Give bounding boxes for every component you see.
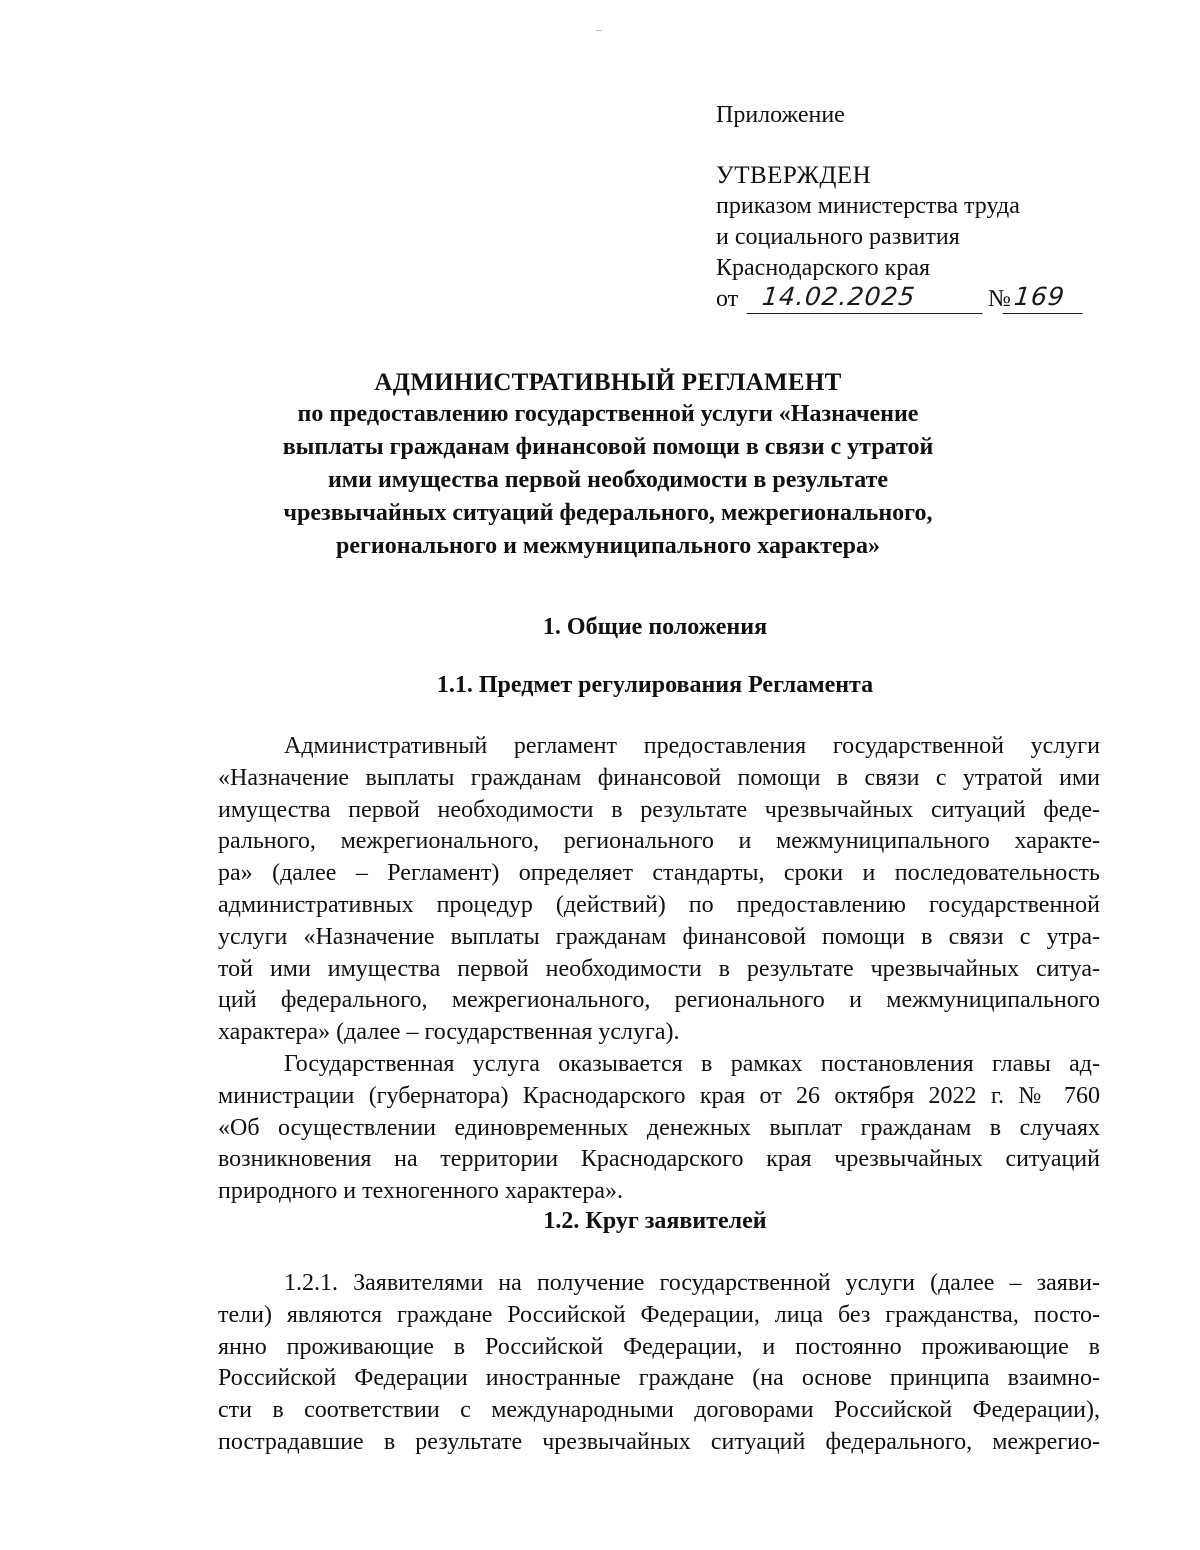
approved-title: УТВЕРЖДЕН — [716, 162, 872, 189]
text-line: тели) являются граждане Российской Федерации, лица без гражданства, посто- — [218, 1301, 1100, 1328]
text-line: имущества первой необходимости в результате чрезвычайных ситуаций феде- — [218, 796, 1100, 823]
text-line: «Об осуществлении единовременных денежных выплат гражданам в случаях — [218, 1114, 1100, 1141]
scan-mark — [596, 30, 602, 31]
text-line: возникновения на территории Краснодарского края чрезвычайных ситуаций — [218, 1146, 1100, 1173]
text-line: 1.2.1. Заявителями на получение государственной услуги (далее – заяви- — [284, 1270, 1100, 1296]
title-line: ими имущества первой необходимости в результате — [327, 467, 889, 493]
order-number-handwritten: 169 — [1002, 284, 1085, 314]
approval-line: Краснодарского края — [716, 255, 931, 281]
appendix-label: Приложение — [716, 102, 845, 128]
document-title — [200, 368, 1016, 563]
text-line: «Назначение выплаты гражданам финансовой помощи в связи с утратой ими — [218, 764, 1100, 791]
subsection-heading: 1.2. Круг заявителей — [543, 1208, 767, 1234]
text-line: Административный регламент предоставления государственной услуги — [284, 733, 1100, 759]
paragraph-legal-basis — [218, 1049, 1100, 1208]
title-main: АДМИНИСТРАТИВНЫЙ РЕГЛАМЕНТ — [374, 369, 842, 396]
paragraph-applicants — [218, 1268, 1100, 1459]
text-line: янно проживающие в Российской Федерации, и постоянно проживающие в — [218, 1333, 1100, 1360]
title-line: по предоставлению государственной услуги «Назначение — [297, 401, 919, 427]
text-line: той ими имущества первой необходимости в результате чрезвычайных ситуа- — [218, 955, 1100, 982]
text-line: Государственная услуга оказывается в рамках постановления главы ад- — [284, 1051, 1100, 1077]
text-line: рального, межрегионального, регионального и межмуниципального характе- — [218, 828, 1100, 855]
subsection-heading: 1.1. Предмет регулирования Регламента — [436, 672, 874, 698]
title-line: регионального и межмуниципального характера» — [336, 533, 880, 559]
approval-line: приказом министерства труда — [716, 193, 1020, 219]
approval-line: и социального развития — [716, 224, 960, 250]
section-heading: 1. Общие положения — [542, 614, 768, 640]
order-date-number-line — [716, 284, 1116, 318]
text-line: ций федерального, межрегионального, регионального и межмуниципального — [218, 987, 1100, 1014]
title-line: выплаты гражданам финансовой помощи в связи с утратой — [282, 434, 934, 460]
text-line: министрации (губернатора) Краснодарского края от 26 октября 2022 г. № 760 — [218, 1082, 1100, 1109]
text-line: сти в соответствии с международными договорами Российской Федерации), — [218, 1397, 1100, 1424]
text-line: ра» (далее – Регламент) определяет стандарты, сроки и последовательность — [218, 860, 1100, 887]
order-date-handwritten: 14.02.2025 — [746, 284, 985, 314]
text-line: характера» (далее – государственная услуга). — [218, 1019, 680, 1046]
date-prefix: от — [716, 286, 739, 312]
title-line: чрезвычайных ситуаций федерального, межрегионального, — [283, 500, 933, 526]
number-prefix: № — [988, 286, 1011, 312]
paragraph-regulation-subject — [218, 731, 1100, 1049]
text-line: Российской Федерации иностранные граждане (на основе принципа взаимно- — [218, 1365, 1100, 1392]
text-line: природного и техногенного характера». — [218, 1178, 624, 1205]
text-line: административных процедур (действий) по предоставлению государственной — [218, 891, 1100, 918]
approval-block — [716, 160, 1116, 318]
text-line: пострадавшие в результате чрезвычайных ситуаций федерального, межрегио- — [218, 1428, 1100, 1455]
text-line: услуги «Назначение выплаты гражданам финансовой помощи в связи с утра- — [218, 923, 1100, 950]
